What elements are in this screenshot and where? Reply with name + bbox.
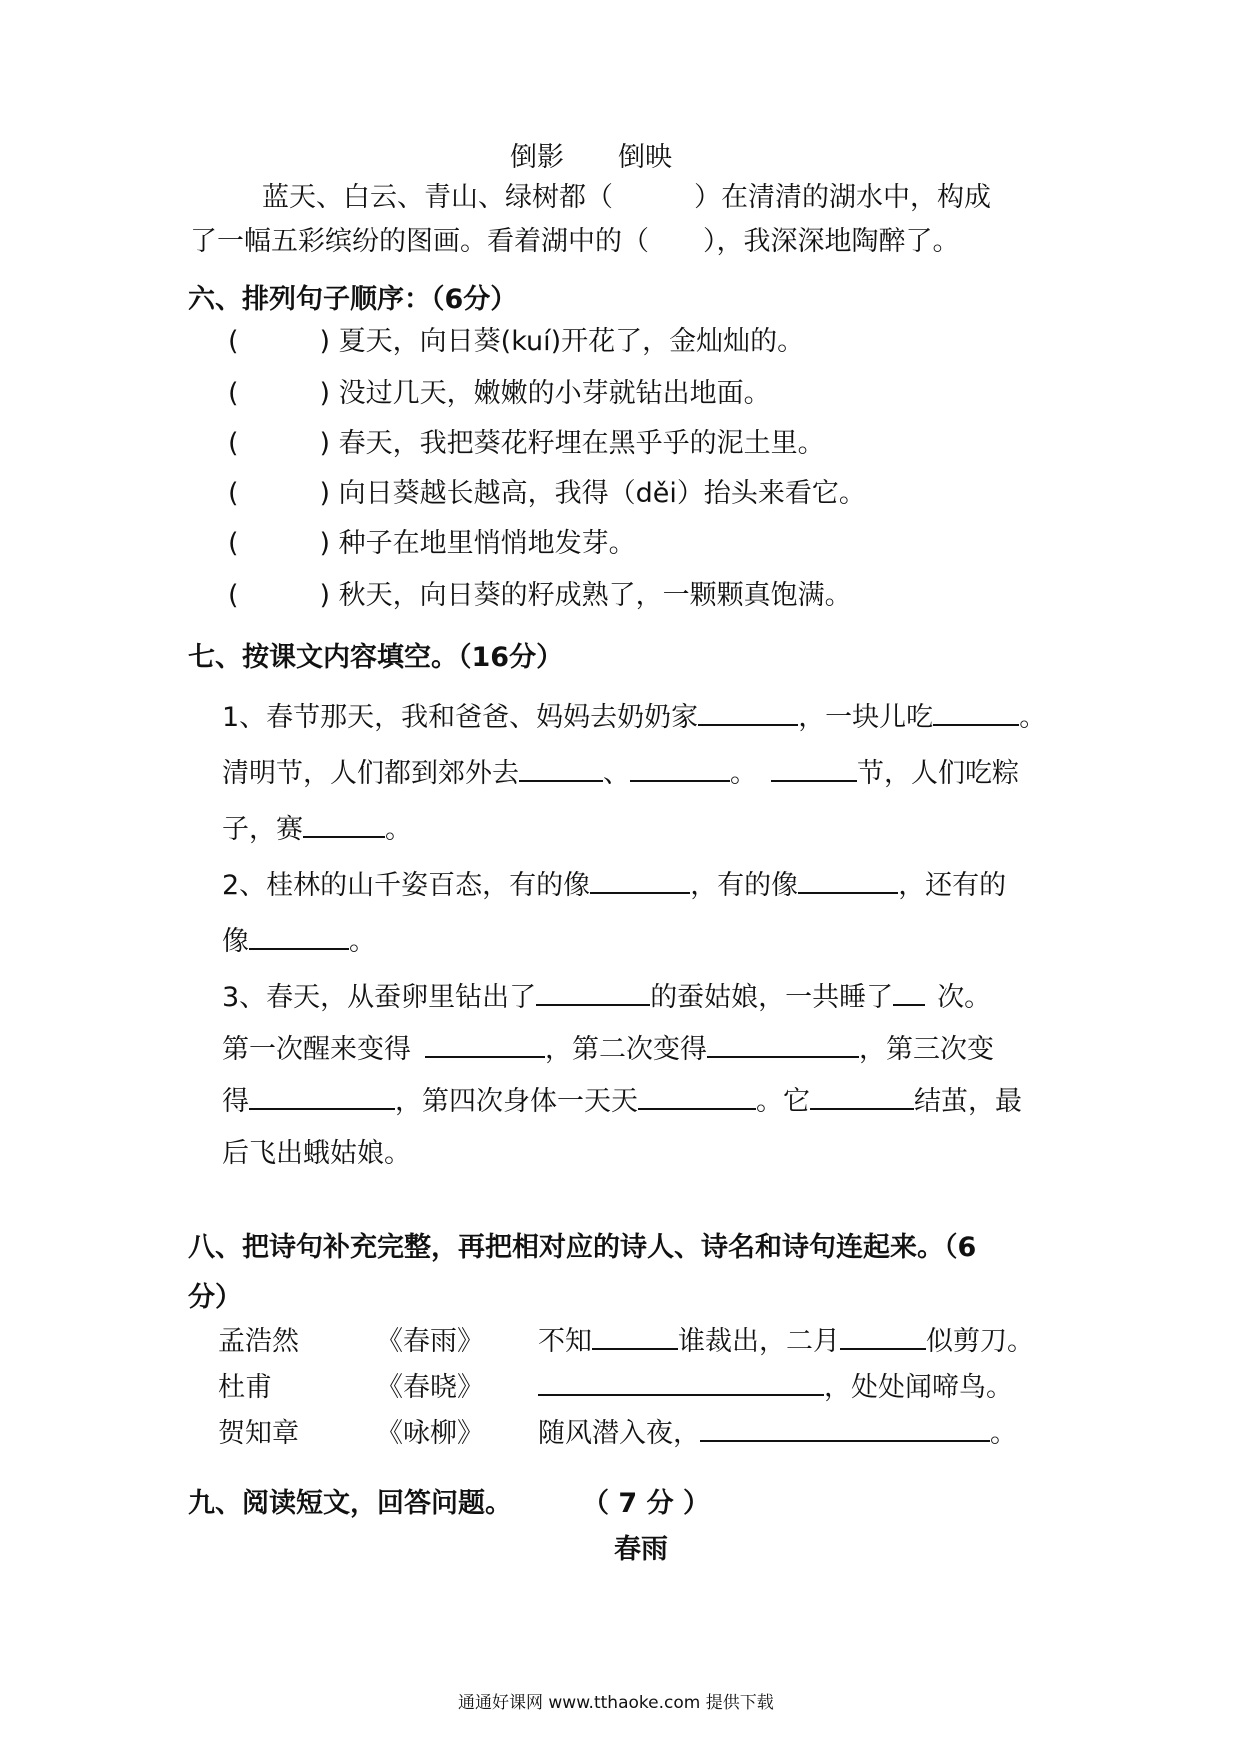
order-blank[interactable]: ( ) <box>228 428 331 459</box>
order-item: ( ) 向日葵越长越高，我得（děi）抬头来看它。 <box>228 478 866 509</box>
order-item: ( ) 种子在地里悄悄地发芽。 <box>228 528 636 559</box>
answer-blank[interactable] <box>700 1414 990 1442</box>
poem-name[interactable]: 《春晓》 <box>376 1372 484 1403</box>
answer-blank[interactable] <box>893 978 925 1006</box>
order-item: ( ) 秋天，向日葵的籽成熟了，一颗颗真饱满。 <box>228 580 852 611</box>
answer-blank[interactable] <box>840 1322 926 1350</box>
order-blank[interactable]: ( ) <box>228 326 331 357</box>
footer-credit: 通通好课网 www.tthaoke.com 提供下载 <box>458 1693 774 1713</box>
poet-name[interactable]: 贺知章 <box>218 1418 299 1449</box>
answer-blank[interactable] <box>698 698 798 726</box>
order-item: ( ) 没过几天，嫩嫩的小芽就钻出地面。 <box>228 378 771 409</box>
answer-blank[interactable] <box>630 754 730 782</box>
answer-blank[interactable] <box>707 1030 859 1058</box>
answer-blank[interactable] <box>798 866 898 894</box>
section7-title: 七、按课文内容填空。（16分） <box>188 642 564 673</box>
answer-blank[interactable] <box>519 754 603 782</box>
answer-blank[interactable] <box>425 1030 545 1058</box>
section6-title: 六、排列句子顺序：（6分） <box>188 284 518 315</box>
poem-name[interactable]: 《春雨》 <box>376 1326 484 1357</box>
answer-blank[interactable] <box>590 866 690 894</box>
q1-line3: 子，赛 。 <box>222 810 412 850</box>
q1-line1: 1、春节那天，我和爸爸、妈妈去奶奶家 ，一块儿吃 。 <box>222 698 1046 738</box>
poet-name[interactable]: 孟浩然 <box>218 1326 299 1357</box>
section8-title-line1: 八、把诗句补充完整，再把相对应的诗人、诗名和诗句连起来。（6 <box>188 1232 977 1263</box>
fill-paragraph-line1: 蓝天、白云、青山、绿树都（ ）在清清的湖水中，构成 <box>262 182 991 213</box>
answer-blank[interactable] <box>933 698 1019 726</box>
answer-blank[interactable] <box>249 922 349 950</box>
answer-blank[interactable] <box>538 1368 824 1396</box>
section9-title: 九、阅读短文，回答问题。 <box>188 1488 512 1519</box>
section9-score: （ 7 分 ） <box>582 1488 710 1519</box>
order-blank[interactable]: ( ) <box>228 478 331 509</box>
order-blank[interactable]: ( ) <box>228 528 331 559</box>
section8-title-line2: 分） <box>188 1282 242 1313</box>
order-blank[interactable]: ( ) <box>228 580 331 611</box>
order-item: ( ) 夏天，向日葵(kuí)开花了，金灿灿的。 <box>228 326 805 357</box>
fill-paragraph-line2: 了一幅五彩缤纷的图画。看着湖中的（ ），我深深地陶醉了。 <box>190 226 960 257</box>
answer-blank[interactable] <box>249 1082 395 1110</box>
answer-blank[interactable] <box>592 1322 678 1350</box>
q2-line1: 2、桂林的山千姿百态，有的像 ，有的像 ，还有的 <box>222 866 1006 906</box>
q3-line3: 得 ，第四次身体一天天 。它 结茧，最 <box>222 1082 1022 1122</box>
answer-blank[interactable] <box>303 810 385 838</box>
order-item: ( ) 春天，我把葵花籽埋在黑乎乎的泥土里。 <box>228 428 825 459</box>
q3-line1: 3、春天，从蚕卵里钻出了 的蚕姑娘，一共睡了 次。 <box>222 978 991 1018</box>
poem-line[interactable]: ，处处闻啼鸟。 <box>538 1368 1013 1408</box>
poem-line[interactable]: 随风潜入夜， 。 <box>538 1414 1017 1454</box>
q3-line4: 后飞出蛾姑娘。 <box>222 1138 411 1169</box>
poem-line[interactable]: 不知 谁裁出，二月 似剪刀。 <box>538 1322 1034 1362</box>
q1-line2: 清明节，人们都到郊外去 、 。 节，人们吃粽 <box>222 754 1019 794</box>
poem-name[interactable]: 《咏柳》 <box>376 1418 484 1449</box>
q3-line2: 第一次醒来变得 ，第二次变得 ，第三次变 <box>222 1030 994 1070</box>
order-blank[interactable]: ( ) <box>228 378 331 409</box>
answer-blank[interactable] <box>638 1082 756 1110</box>
article-title: 春雨 <box>614 1534 668 1565</box>
poet-name[interactable]: 杜甫 <box>218 1372 272 1403</box>
q2-line2: 像 。 <box>222 922 376 962</box>
answer-blank[interactable] <box>810 1082 914 1110</box>
answer-blank[interactable] <box>536 978 650 1006</box>
answer-blank[interactable] <box>771 754 857 782</box>
word-choices: 倒影 倒映 <box>510 142 672 173</box>
